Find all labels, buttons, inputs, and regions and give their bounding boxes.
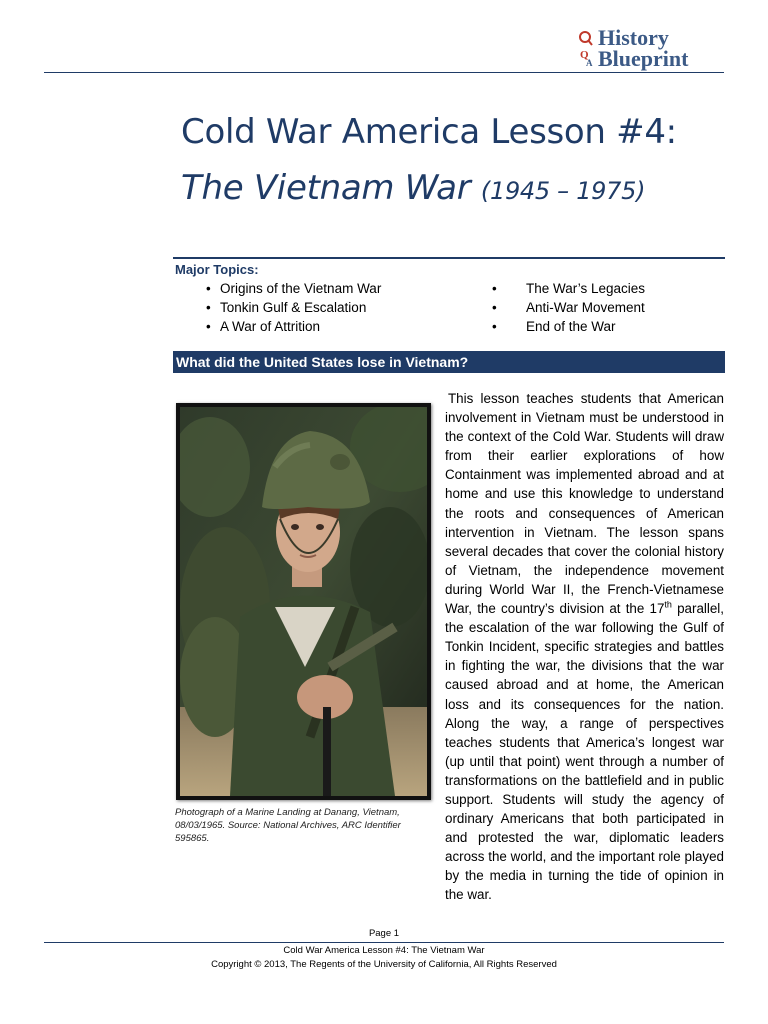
topic-item xyxy=(206,300,367,315)
lesson-title: Cold War America Lesson #4: xyxy=(181,112,677,152)
lesson-dates: (1945 – 1975) xyxy=(480,177,646,205)
bullet-icon: • xyxy=(492,300,497,315)
footer-copyright: Copyright © 2013, The Regents of the University of California, All Rights Reserved xyxy=(211,959,557,970)
topic-item xyxy=(492,319,616,334)
topic-label: Tonkin Gulf & Escalation xyxy=(220,300,367,315)
topic-label: A War of Attrition xyxy=(220,319,321,334)
footer-lesson-title: Cold War America Lesson #4: The Vietnam War xyxy=(283,945,485,956)
topic-item xyxy=(206,319,321,334)
paragraph-text-b: parallel, the escalation of the war following the Gulf of Tonkin Incident, specific strategies and battles in fighting the war, the divisions that the war caused abroad and at home, the American loss and its consequences for the nation. Along the way, a range of perspectives teaches students that America’s longest war (up until that point) went through a number of transformations on the battlefield and in public support. Students will study the agency of ordinary Americans that both participated in and protested the war, diplomatic leaders across the world, and the important role played by the media in turning the tide of opinion in the war. xyxy=(445,601,724,903)
svg-text:A: A xyxy=(586,58,593,68)
lesson-description xyxy=(445,389,724,905)
lesson-subtitle-text: The Vietnam War xyxy=(181,168,471,208)
history-blueprint-logo xyxy=(574,24,714,72)
logo-word-history: History xyxy=(598,25,669,50)
svg-text:Q: Q xyxy=(580,49,589,61)
topic-label: End of the War xyxy=(526,319,616,334)
section-question-bar: What did the United States lose in Vietnam? xyxy=(173,351,725,373)
topics-divider xyxy=(173,257,725,259)
topic-label: Anti-War Movement xyxy=(526,300,645,315)
ordinal-superscript: th xyxy=(664,599,672,610)
topic-item xyxy=(492,281,646,296)
paragraph-text-a: This lesson teaches students that American involvement in Vietnam must be understood in the context of the Cold War. Students will draw from their earlier explorations of how Containment was implemented abroad and at home and use this knowledge to understand the roots and consequences of American intervention in Vietnam. The lesson spans several decades that cover the colonial history of Vietnam, the independence movement during World War II, the French-Vietnamese War, the country’s division at the 17 xyxy=(445,391,724,617)
bullet-icon: • xyxy=(492,281,497,296)
footer-divider xyxy=(44,942,724,943)
bullet-icon: • xyxy=(492,319,497,334)
marine-photo-image xyxy=(180,407,427,796)
header-divider xyxy=(44,72,724,73)
logo-word-blueprint: Blueprint xyxy=(598,46,689,71)
marine-photo xyxy=(176,403,431,800)
topics-heading: Major Topics: xyxy=(175,262,259,277)
bullet-icon: • xyxy=(206,281,211,296)
page-number: Page 1 xyxy=(368,928,400,939)
topic-label: Origins of the Vietnam War xyxy=(220,281,382,296)
photo-caption: Photograph of a Marine Landing at Danang, Vietnam, 08/03/1965. Source: National Archives, ARC Identifier 595865. xyxy=(175,807,401,844)
bullet-icon: • xyxy=(206,300,211,315)
topic-item xyxy=(206,281,382,296)
bullet-icon: • xyxy=(206,319,211,334)
topic-item xyxy=(492,300,645,315)
lesson-subtitle xyxy=(181,168,645,208)
topic-label: The War’s Legacies xyxy=(526,281,646,296)
logo-mark-icon xyxy=(576,28,598,68)
lesson-paragraph xyxy=(445,389,724,905)
